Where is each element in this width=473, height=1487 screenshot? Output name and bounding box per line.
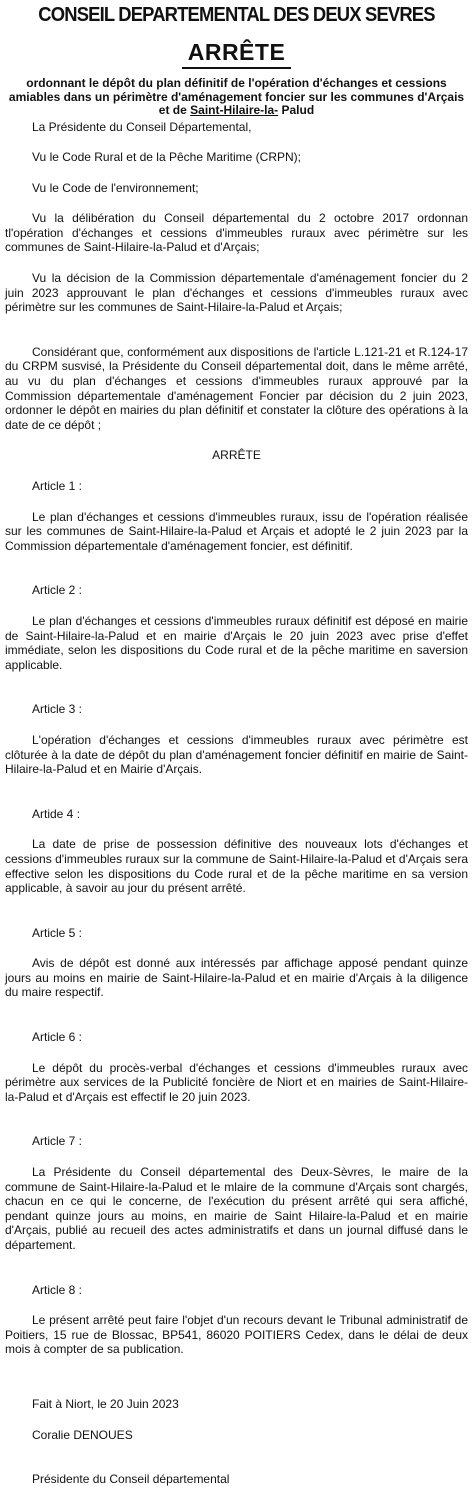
document-page [5,0,468,1487]
preamble-vu-decision: Vu la décision de la Commission départementale d'aménagement foncier du 2 juin 2023 approuvant le plan d'échanges et cessions d'immeubles ruraux avec périmètre sur les communes de Saint-Hilaire-la-Palud et Arçais; [5,271,468,315]
document-subtitle [5,77,468,118]
article-text: La Présidente du Conseil départemental des Deux-Sèvres, le maire de la commune de Saint-Hilaire-la-Palud et le mlaire de la commune d'Arçais sont chargés, chacun en ce qui le concerne, de l'exécution du présent arrêté qui sera affiché, pendant quinze jours au moins, en mairie de Saint Hilaire-la-Palud et en mairie d'Arçais, publié au recueil des actes administratifs et dans un journal diffusé dans le département. [5,1165,468,1252]
article-text: Avis de dépôt est donné aux intéressés par affichage apposé pendant quinze jours au moins en mairie de Saint-Hilaire-la-Palud et en mairie d'Arçais à la diligence du maire respectif. [5,956,468,1000]
arrete-heading-wrap [5,39,468,69]
subtitle-line-3-post: Palud [278,103,315,117]
subtitle-line-1: ordonnant le dépôt du plan définitif de l'opération d'échanges et cessions [26,76,447,90]
article-label: Article 7 : [32,1134,83,1149]
preamble-president: La Présidente du Conseil Départemental, [32,119,252,134]
article-text: L'opération d'échanges et cessions d'immeubles ruraux avec périmètre est clôturée à la date de dépôt du plan d'aménagement foncier définitif en mairie de Saint-Hilaire-la-Palud et en Mairie d'Arçais. [5,732,468,777]
article-text: Le dépôt du procès-verbal d'échanges et cessions d'immeubles ruraux avec périmètre aux services de la Publicité foncière de Niort et en mairies de Saint-Hilaire-la-Palud et d'Arçais est effectif le 20 juin 2023. [5,1060,468,1104]
subtitle-line-3-underlined: Saint-Hilaire-la- [190,103,279,117]
signature-role: Présidente du Conseil départemental [32,1472,230,1487]
article-text: Le présent arrêté peut faire l'objet d'un recours devant le Tribunal administratif de Poitiers, 15 rue de Blossac, BP541, 86020 POITIERS Cedex, dans le délai de deux mois à compter de sa publication. [5,1313,468,1357]
article-label: Article 6 : [32,1030,83,1045]
article-label: Article 3 : [32,702,83,717]
article-label: Artide 4 : [32,806,81,821]
article-text: Le plan d'échanges et cessions d'immeubles ruraux définitif est déposé en mairie de Saint-Hilaire-la-Palud et en mairie d'Arçais le 20 juin 2023 avec prise d'effet immédiate, selon les dispositions du Code rural et de la pêche maritime en saversion applicable. [5,613,468,672]
article-text: La date de prise de possession définitive des nouveaux lots d'échanges et cessions d'immeubles ruraux sur la commune de Saint-Hilaire-la-Palud et d'Arçais sera effective selon les dispositions du Code rural et de la pêche maritime en sa version applicable, à savoir au jour du présent arrêté. [5,837,468,896]
preamble-vu-deliberation: Vu la délibération du Conseil départemental du 2 octobre 2017 ordonnan tl'opération d'échanges et cessions d'immeubles ruraux avec périmètre sur les communes de Saint-Hilaire-la-Palud et d'Arçais; [5,211,468,255]
preamble-considerant: Considérant que, conformément aux dispositions de l'article L.121-21 et R.124-17 du CRPM susvisé, la Présidente du Conseil départemental doit, dans le même arrêté, au vu du plan d'échanges et cessions d'immeubles ruraux approuvé par la Commission départementale d'aménagement Foncier par décision du 2 juin 2023, ordonner le dépôt en mairies du plan définitif et constater la clôture des opérations à la date de ce dépôt ; [5,344,468,432]
preamble-vu-code-environnement: Vu le Code de l'environnement; [32,180,199,195]
subtitle-line-3-pre: et de [158,103,191,117]
article-text: Le plan d'échanges et cessions d'immeubles ruraux, issu de l'opération réalisée sur les communes de Saint-Hilaire-la-Palud et Arçais et adopté le 2 juin 2023 par la Commission départementale d'aménagement foncier, est définitif. [5,509,468,553]
arrete-heading: ARRÊTE [182,39,292,69]
article-label: Article 1 : [32,479,83,493]
article-label: Article 2 : [32,583,83,598]
subtitle-line-3 [5,104,468,118]
subtitle-line-2: amiables dans un périmètre d'aménagement foncier sur les communes d'Arçais [8,89,465,104]
signature-place-date: Fait à Niort, le 20 Juin 2023 [32,1396,179,1411]
decision-heading: ARRÊTE [212,448,261,463]
article-label: Article 5 : [32,925,83,940]
preamble-vu-code-rural: Vu le Code Rural et de la Pêche Maritime (CRPN); [32,150,301,165]
article-label: Article 8 : [32,1282,83,1297]
signature-name: Coralie DENOUES [32,1427,133,1442]
organization-title: CONSEIL DEPARTEMENTAL DES DEUX SEVRES [38,4,435,26]
